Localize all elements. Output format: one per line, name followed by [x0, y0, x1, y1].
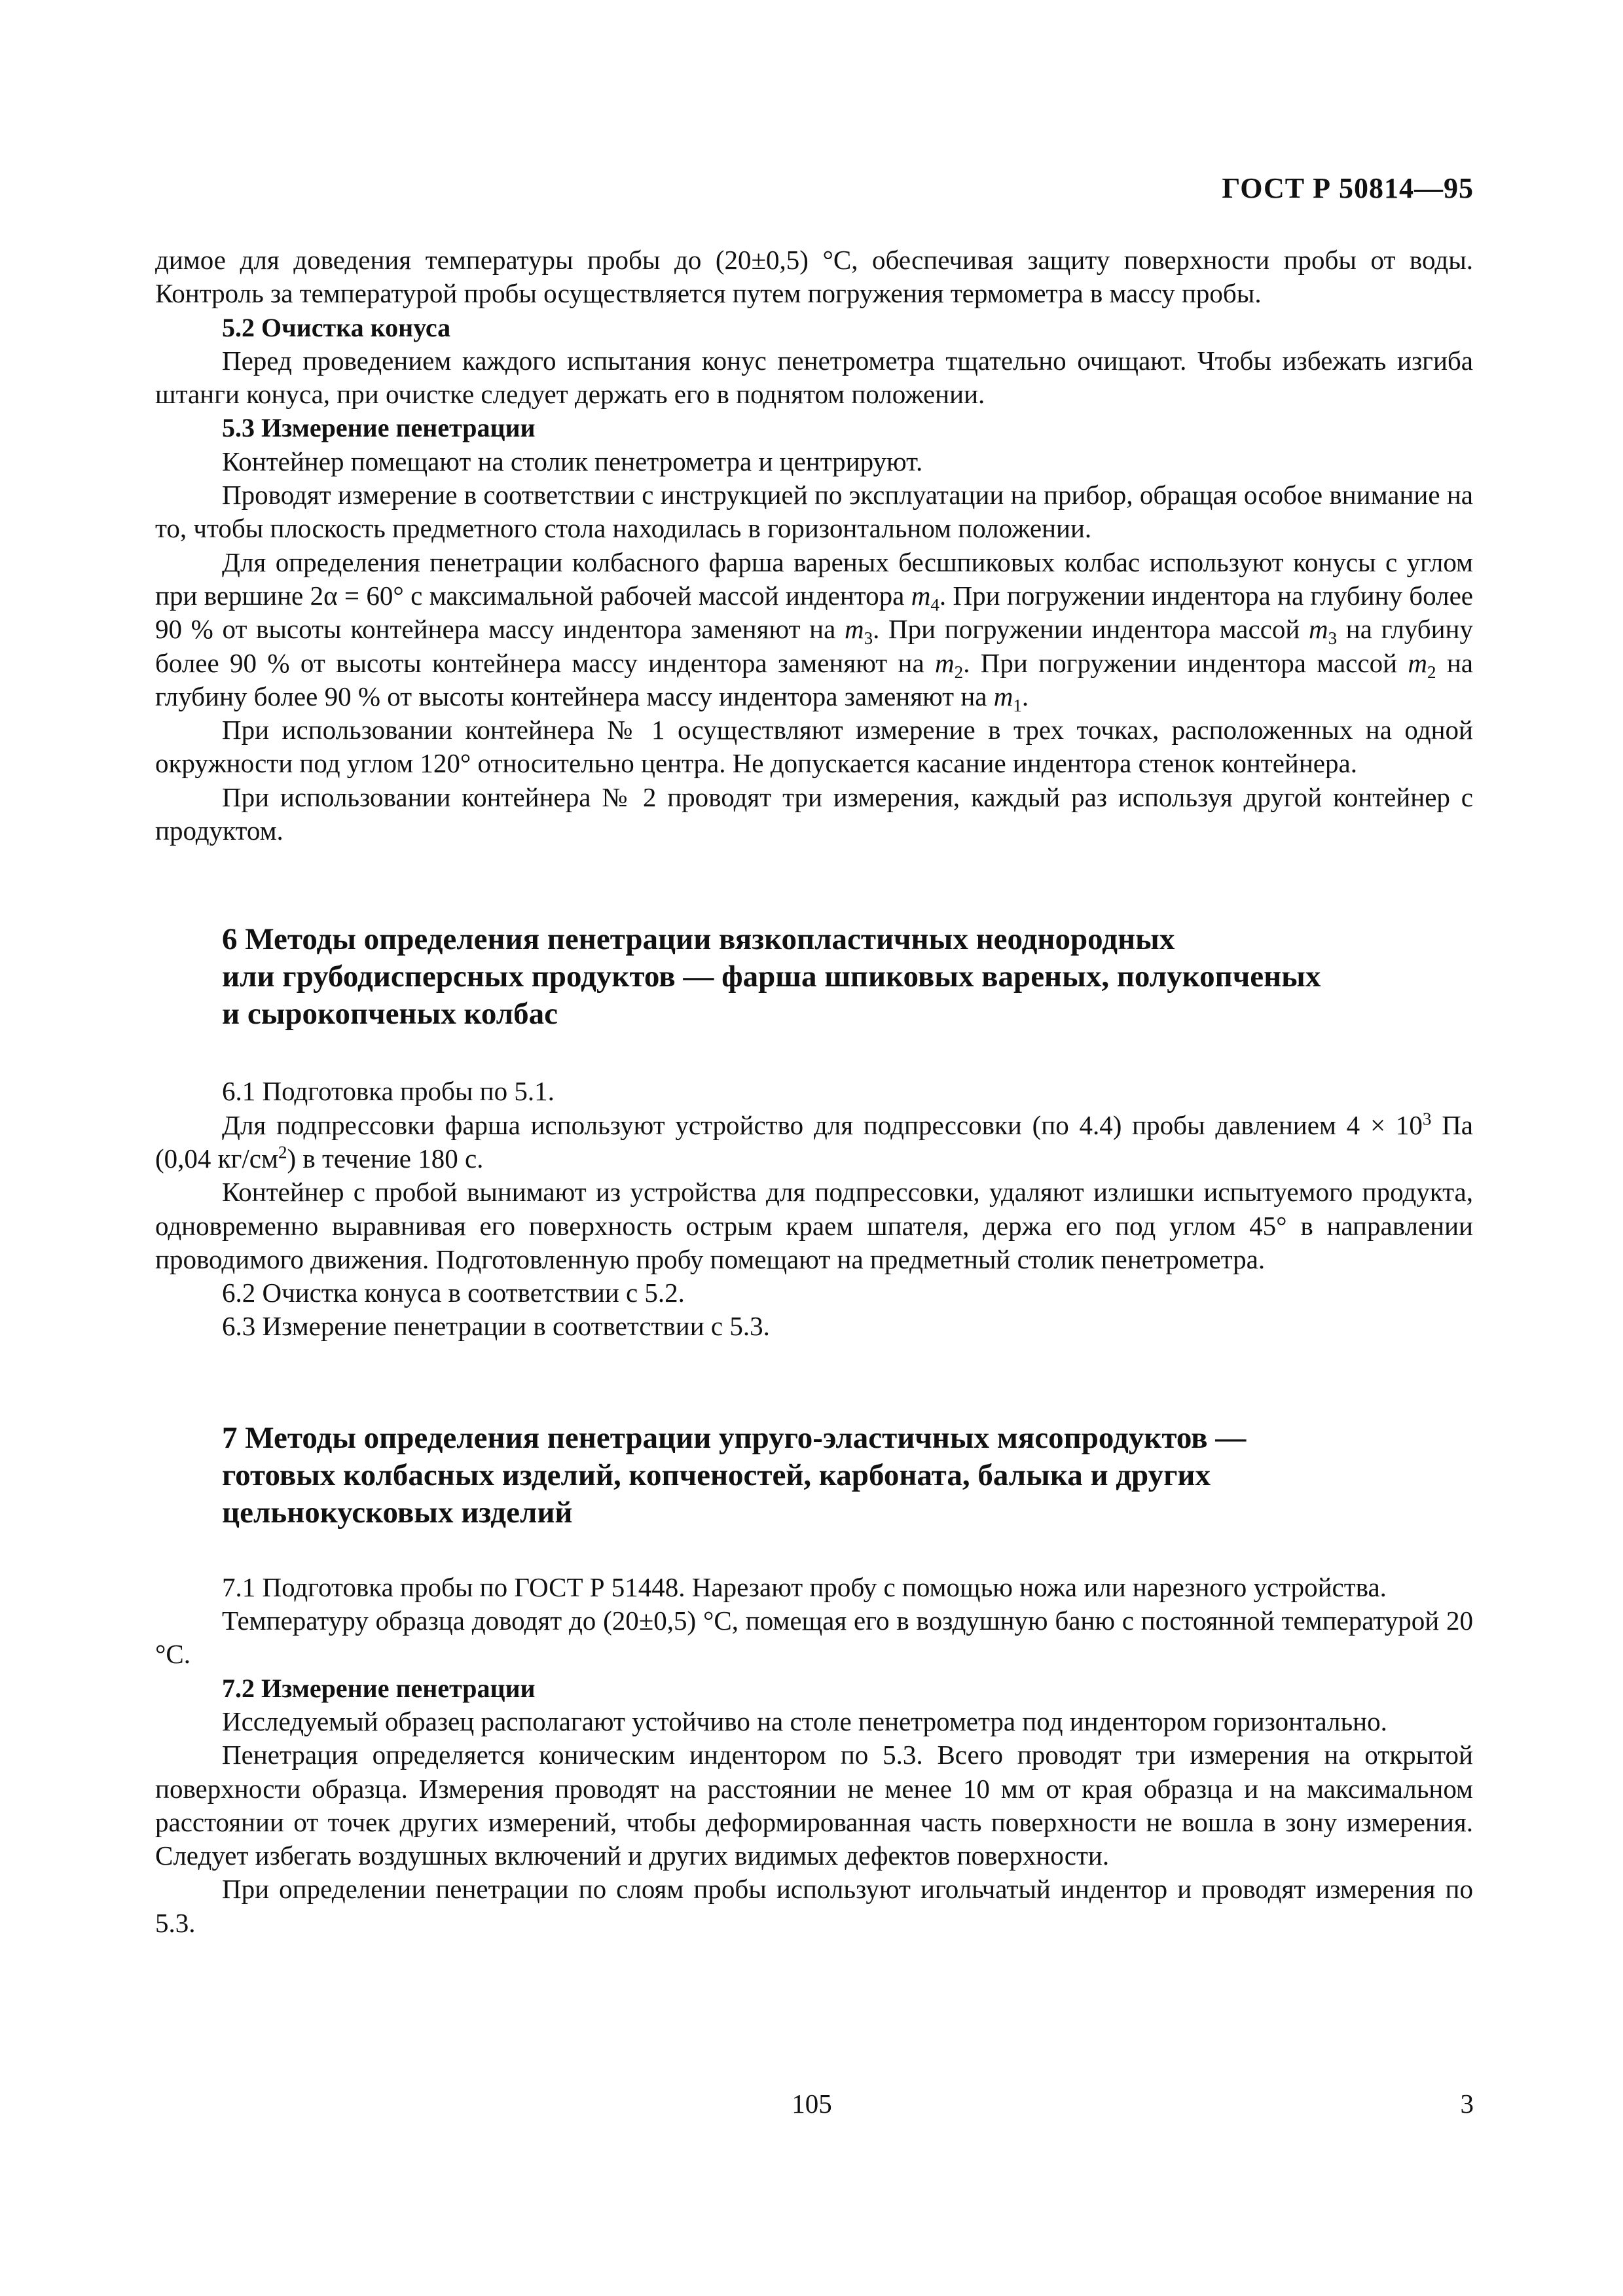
exponent: 2 [278, 1142, 287, 1162]
paragraph-5-3-c [155, 546, 1474, 716]
document-code: ГОСТ Р 50814—95 [1222, 172, 1474, 204]
text-run: . При погружении индентора массой [963, 647, 1408, 678]
spacer [155, 1033, 1473, 1075]
subheading-5-3: 5.3 Измерение пенетрации [222, 413, 536, 443]
paragraph-6-3: 6.3 Измерение пенетрации в соответствии с 5.3. [222, 1311, 770, 1342]
subheading-5-2: 5.2 Очистка конуса [222, 312, 451, 342]
text-run: . При погружении индентора на глубину более 90 % от высоты контейнера массу индентора заменяют на [155, 580, 1473, 645]
mass-symbol: m [1408, 647, 1427, 678]
mass-symbol: m [844, 614, 864, 645]
paragraph-7-2-a: Исследуемый образец располагают устойчиво на столе пенетрометра под индентором горизонтально. [222, 1706, 1387, 1736]
spacer [155, 848, 1473, 921]
paragraph-6-2: 6.2 Очистка конуса в соответствии с 5.2. [222, 1278, 685, 1308]
paragraph-5-3-a: Контейнер помещают на столик пенетрометра и центрируют. [222, 446, 923, 476]
mass-symbol: m [1308, 614, 1328, 645]
section-7-heading-line: 7 Методы определения пенетрации упруго-эластичных мясопродуктов — [222, 1420, 1247, 1455]
paragraph-5-3-d: При использовании контейнера № 1 осуществляют измерение в трех точках, расположенных на одной окружности под углом 120° относительно центра. Не допускается касание индентора стенок контейнера. [155, 715, 1473, 779]
mass-index: 3 [1328, 628, 1338, 649]
paragraph-6-1: 6.1 Подготовка пробы по 5.1. [222, 1076, 555, 1107]
sheet-number: 105 [792, 2089, 832, 2119]
paragraph-7-1: 7.1 Подготовка пробы по ГОСТ Р 51448. Нарезают пробу с помощью ножа или нарезного устройства. [222, 1571, 1387, 1602]
paragraph-6-1-b [155, 1109, 1473, 1176]
mass-symbol: m [911, 580, 931, 611]
paragraph-5-3-b: Проводят измерение в соответствии с инструкцией по эксплуатации на прибор, обращая особое внимание на то, чтобы плоскость предметного стола находилась в горизонтальном положении. [155, 480, 1473, 544]
text-run: ) в течение 180 с. [287, 1143, 484, 1174]
section-6-heading-line: или грубодисперсных продуктов — фарша шпиковых вареных, полукопченых [222, 960, 1321, 994]
text-run: на глубину более 90 % от высоты контейнера массу индентора заменяют на [155, 647, 1474, 711]
mass-index: 2 [1427, 662, 1436, 682]
paragraph-6-1-c: Контейнер с пробой вынимают из устройства для подпрессовки, удаляют излишки испытуемого продукта, одновременно выравнивая его поверхность острым краем шпателя, держа его под углом 45° в направлении проводимого движения. Подготовленную пробу помещают на предметный столик пенетрометра. [155, 1177, 1473, 1274]
page-number: 3 [1460, 2089, 1474, 2119]
exponent: 3 [1422, 1108, 1432, 1128]
mass-index: 2 [954, 662, 964, 682]
paragraph-5-3-e: При использовании контейнера № 2 проводят три измерения, каждый раз используя другой контейнер с продуктом. [155, 781, 1473, 846]
section-7-heading-line: готовых колбасных изделий, копченостей, карбоната, балыка и других [222, 1458, 1211, 1492]
document-body [155, 243, 1473, 1940]
text-run: на глубину более 90 % от высоты контейнера массу индентора заменяют на [155, 614, 1473, 678]
paragraph-7-2-c: При определении пенетрации по слоям пробы используют игольчатый индентор и проводят измерения по 5.3. [155, 1874, 1473, 1938]
subheading-7-2: 7.2 Измерение пенетрации [222, 1673, 536, 1703]
mass-index: 4 [930, 595, 939, 615]
spacer [155, 1532, 1473, 1571]
paragraph-5-1-continuation: димое для доведения температуры пробы до (20±0,5) °С, обеспечивая защиту поверхности пробы от воды. Контроль за температурой пробы осуществляется путем погружения термометра в массу пробы. [155, 245, 1473, 309]
text-run: . [1021, 681, 1029, 711]
mass-index: 1 [1013, 696, 1022, 716]
text-run: Для подпрессовки фарша используют устройство для подпрессовки (по 4.4) пробы давлением 4 × 10 [222, 1109, 1423, 1140]
paragraph-7-2-b: Пенетрация определяется коническим индентором по 5.3. Всего проводят три измерения на открытой поверхности образца. Измерения проводят на расстоянии не менее 10 мм от края образца и на максимальном расстоянии от точек других измерений, чтобы деформированная часть поверхности не вошла в зону измерения. Следует избегать воздушных включений и других видимых дефектов поверхности. [155, 1740, 1473, 1871]
mass-symbol: m [935, 647, 955, 678]
section-6-heading-line: 6 Методы определения пенетрации вязкопластичных неоднородных [222, 922, 1175, 957]
section-7-heading [155, 1420, 1473, 1532]
text-run: Для определения пенетрации колбасного фарша вареных бесшпиковых колбас используют конусы с углом при вершине 2α = 60° с максимальной рабочей массой индентора [155, 547, 1473, 611]
text-run: . При погружении индентора массой [873, 614, 1309, 645]
section-7-heading-line: цельнокусковых изделий [222, 1495, 573, 1530]
mass-index: 3 [864, 628, 873, 649]
spacer [155, 1344, 1473, 1420]
section-6-heading [155, 921, 1473, 1033]
paragraph-7-1-b: Температуру образца доводят до (20±0,5) °С, помещая его в воздушную баню с постоянной температурой 20 °С. [155, 1605, 1473, 1670]
text-run: Па (0,04 кг/см [155, 1109, 1474, 1174]
paragraph-5-2: Перед проведением каждого испытания конус пенетрометра тщательно очищают. Чтобы избежать изгиба штанги конуса, при очистке следует держать его в поднятом положении. [155, 345, 1473, 410]
section-6-heading-line: и сырокопченых колбас [222, 997, 558, 1031]
mass-symbol: m [993, 681, 1013, 711]
